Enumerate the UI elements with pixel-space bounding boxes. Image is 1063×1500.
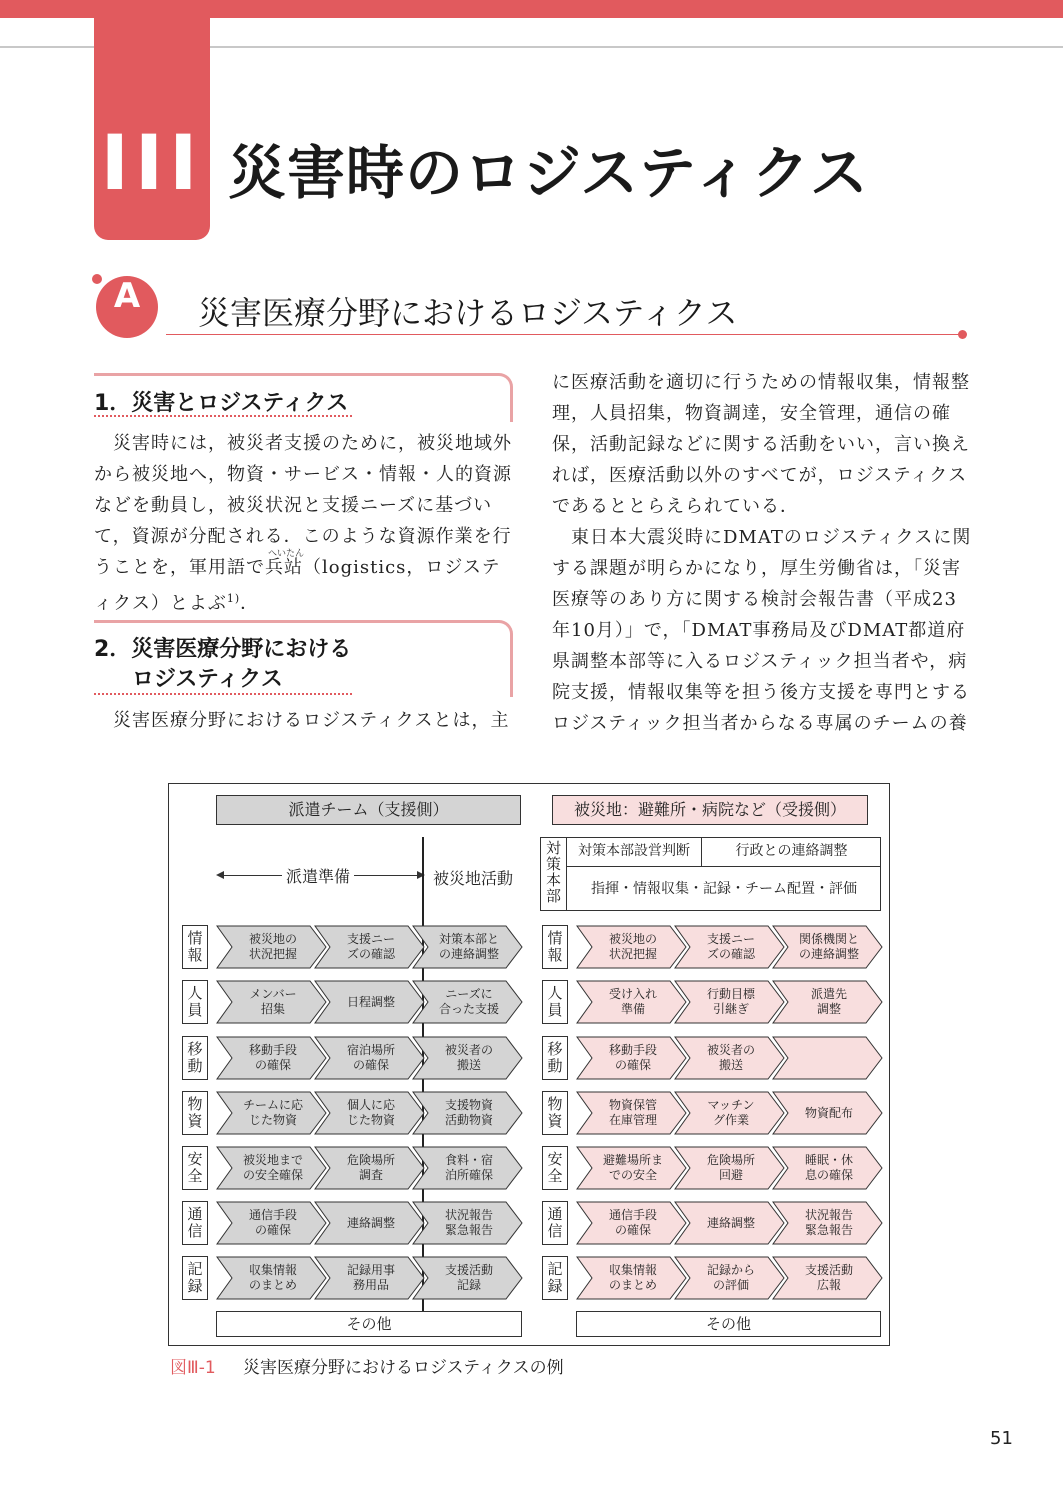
- chevron-left: [314, 925, 426, 969]
- right-column: [552, 367, 972, 739]
- chevron-left: [314, 1201, 426, 1245]
- row-label-text: 人員: [187, 984, 203, 1019]
- row-label-text: 情報: [187, 929, 203, 964]
- chevron-right: [772, 1256, 884, 1300]
- page-number: 51: [990, 1428, 1013, 1449]
- chevron-label: [786, 1036, 872, 1080]
- chevron-label: 被災地の 状況把握: [608, 932, 657, 961]
- row-label-text: 移動: [547, 1040, 563, 1075]
- chevron-label: 収集情報 のまとめ: [608, 1263, 657, 1292]
- left-para1-text: 災害時には，被災者支援のために，被災地域外から被災地へ，物資・サービス・情報・人的資源などを動員し，被災状況と支援ニーズに基づいて，資源が分配される．このような資源作業を行うことを，軍用語で兵站（logistics，ロジスティクス）とよぶ: [94, 433, 512, 614]
- figure-caption-title: 災害医療分野におけるロジスティクスの例: [243, 1358, 564, 1378]
- row-label-text: 記録: [547, 1260, 563, 1295]
- chevron-label: 日程調整: [346, 994, 395, 1009]
- row-label-left: [182, 1146, 208, 1190]
- chevron-right: [576, 1256, 688, 1300]
- section-underline: [166, 334, 962, 335]
- phase-preparation-arrow: [218, 866, 423, 886]
- chevron-right: [772, 1091, 884, 1135]
- chevron-label: 連絡調整: [346, 1215, 395, 1230]
- row-label-text: 情報: [547, 929, 563, 964]
- row-label-text: 通信: [187, 1205, 203, 1240]
- chapter-number: III: [100, 118, 204, 207]
- hq-label-text: 対策本部: [546, 839, 562, 905]
- row-label-left: [182, 1256, 208, 1300]
- chevron-label: 被災地まで の安全確保: [242, 1153, 303, 1182]
- left-column-paragraph-2: [94, 705, 514, 736]
- chevron-label: 移動手段 の確保: [608, 1043, 657, 1072]
- chevron-left: [314, 1036, 426, 1080]
- hq-cell-setup: 対策本部設営判断: [567, 837, 702, 867]
- chevron-left: [216, 1256, 328, 1300]
- row-label-right: [542, 1256, 568, 1300]
- left-column-paragraph-1: [94, 428, 512, 619]
- chapter-title: 災害時のロジスティクス: [228, 139, 869, 207]
- phase-activity-label: 被災地活動: [433, 869, 514, 888]
- section-badge-dot: [92, 274, 102, 284]
- chevron-label: 睡眠・休 息の確保: [804, 1153, 853, 1182]
- right-para2-text: 東日本大震災時にDMATのロジスティクスに関する課題が明らかになり，厚生労働省は，「災害医療等のあり方に関する検討会報告書（平成23年10月）」で，「DMAT事務局及びDMAT都道府県調整本部等に入るロジスティック担当者や，病院支援，情報収集等を担う後方支援を専門とするロジスティック担当者からなる専属のチームの養: [552, 527, 972, 734]
- chevron-right: [772, 1201, 884, 1245]
- row-label-text: 記録: [187, 1260, 203, 1295]
- chevron-label: 対策本部と の連絡調整: [438, 932, 499, 961]
- chevron-left: [412, 1036, 524, 1080]
- phase-preparation-label: 派遣準備: [282, 864, 354, 887]
- chevron-label: 危険場所 調査: [346, 1153, 395, 1182]
- chevron-label: ニーズに 合った支援: [438, 987, 499, 1016]
- chevron-label: 物資保管 在庫管理: [608, 1098, 657, 1127]
- ruby-annotation: へいたん: [268, 549, 305, 559]
- chevron-left: [216, 1146, 328, 1190]
- subsection-2-title-line1: 2．災害医療分野における: [94, 637, 352, 662]
- chevron-label: 状況報告 緊急報告: [444, 1208, 493, 1237]
- chevron-left: [314, 980, 426, 1024]
- chevron-left: [314, 1256, 426, 1300]
- chevron-label: 連絡調整: [706, 1215, 755, 1230]
- chevron-label: 食料・宿 泊所確保: [444, 1153, 493, 1182]
- row-label-right: [542, 1036, 568, 1080]
- figure-caption-number: 図Ⅲ-1: [170, 1358, 216, 1378]
- chevron-label: 派遣先 調整: [810, 987, 847, 1016]
- chevron-right: [674, 1256, 786, 1300]
- section-title: 災害医療分野におけるロジスティクス: [198, 294, 738, 332]
- row-label-left: [182, 1091, 208, 1135]
- subsection-2-title-line2: ロジスティクス: [132, 667, 283, 692]
- hq-cell-admin-liaison: 行政との連絡調整: [702, 837, 881, 867]
- subsection-1-underline: [94, 414, 352, 417]
- chevron-right: [674, 980, 786, 1024]
- chevron-label: 移動手段 の確保: [248, 1043, 297, 1072]
- subsection-2-underline: [94, 692, 352, 695]
- other-left: その他: [216, 1311, 522, 1337]
- header-disaster-area: 被災地：避難所・病院など（受援側）: [552, 795, 868, 825]
- chevron-label: 通信手段 の確保: [608, 1208, 657, 1237]
- row-label-right: [542, 1146, 568, 1190]
- right-para1-text: に医療活動を適切に行うための情報収集，情報整理，人員招集，物資調達，安全管理，通信の確保，活動記録などに関する活動をいい，言い換えれば，医療活動以外のすべてが，ロジスティクスであるととらえられている．: [552, 372, 970, 517]
- row-label-text: 物資: [187, 1095, 203, 1130]
- section-underline-dot: [958, 330, 967, 339]
- chevron-left: [314, 1146, 426, 1190]
- row-label-right: [542, 1201, 568, 1245]
- chevron-label: 記録から の評価: [706, 1263, 755, 1292]
- chevron-label: 支援物資 活動物資: [444, 1098, 493, 1127]
- chevron-left: [216, 1201, 328, 1245]
- chevron-left: [412, 980, 524, 1024]
- chevron-right: [674, 1036, 786, 1080]
- chevron-label: 通信手段 の確保: [248, 1208, 297, 1237]
- chevron-label: 避難場所ま での安全: [602, 1153, 663, 1182]
- chevron-right: [772, 1146, 884, 1190]
- chevron-label: 被災地の 状況把握: [248, 932, 297, 961]
- chevron-right: [576, 980, 688, 1024]
- chevron-label: チームに応 じた物資: [242, 1098, 303, 1127]
- chevron-label: 記録用事 務用品: [346, 1263, 395, 1292]
- section-letter-badge: [96, 276, 158, 338]
- section-letter: A: [113, 276, 141, 316]
- chevron-label: 支援ニー ズの確認: [706, 932, 755, 961]
- row-label-text: 安全: [187, 1150, 203, 1185]
- row-label-text: 安全: [547, 1150, 563, 1185]
- chevron-label: メンバー 招集: [249, 987, 297, 1016]
- chevron-left: [314, 1091, 426, 1135]
- chevron-right: [576, 1036, 688, 1080]
- chevron-left: [412, 1201, 524, 1245]
- header-dispatch-team: 派遣チーム（支援側）: [216, 795, 521, 825]
- chevron-label: 支援活動 広報: [804, 1263, 853, 1292]
- chevron-label: 被災者の 搬送: [444, 1043, 493, 1072]
- chevron-left: [216, 1036, 328, 1080]
- chevron-label: 危険場所 回避: [706, 1153, 755, 1182]
- row-label-right: [542, 980, 568, 1024]
- row-label-left: [182, 980, 208, 1024]
- chevron-right: [576, 1146, 688, 1190]
- chevron-label: マッチン グ作業: [707, 1098, 755, 1127]
- chevron-label: 支援ニー ズの確認: [346, 932, 395, 961]
- chevron-right: [772, 980, 884, 1024]
- chevron-label: 状況報告 緊急報告: [804, 1208, 853, 1237]
- chevron-label: 行動目標 引継ぎ: [706, 987, 755, 1016]
- chevron-left: [216, 980, 328, 1024]
- chevron-right: [772, 925, 884, 969]
- chevron-label: 物資配布: [804, 1105, 853, 1120]
- row-label-text: 物資: [547, 1095, 563, 1130]
- row-label-left: [182, 1036, 208, 1080]
- chevron-right: [772, 1036, 884, 1080]
- row-label-right: [542, 1091, 568, 1135]
- chevron-left: [216, 925, 328, 969]
- left-para1-footnote: 1): [226, 592, 241, 605]
- chevron-left: [412, 1256, 524, 1300]
- left-para2-text: 災害医療分野におけるロジスティクスとは，主: [94, 710, 510, 731]
- chevron-label: 個人に応 じた物資: [346, 1098, 395, 1127]
- row-label-left: [182, 925, 208, 969]
- left-para1-end: ．: [240, 593, 260, 614]
- other-right: その他: [576, 1311, 881, 1337]
- chevron-label: 支援活動 記録: [444, 1263, 493, 1292]
- chevron-right: [674, 1146, 786, 1190]
- hq-cell-command: 指揮・情報収集・記録・チーム配置・評価: [591, 881, 857, 897]
- chevron-left: [412, 925, 524, 969]
- arrow-left-head: [216, 871, 224, 879]
- chevron-left: [216, 1091, 328, 1135]
- chevron-left: [412, 1146, 524, 1190]
- chevron-right: [674, 1091, 786, 1135]
- chevron-right: [576, 925, 688, 969]
- row-label-text: 人員: [547, 984, 563, 1019]
- hq-label: [540, 837, 567, 911]
- chevron-right: [674, 1201, 786, 1245]
- row-label-text: 通信: [547, 1205, 563, 1240]
- chevron-right: [674, 925, 786, 969]
- chevron-label: 被災者の 搬送: [706, 1043, 755, 1072]
- subsection-1-title: 1．災害とロジスティクス: [94, 391, 349, 416]
- chevron-right: [576, 1091, 688, 1135]
- chevron-label: 関係機関と の連絡調整: [798, 932, 859, 961]
- row-label-right: [542, 925, 568, 969]
- chevron-label: 収集情報 のまとめ: [248, 1263, 297, 1292]
- row-label-left: [182, 1201, 208, 1245]
- chevron-label: 受け入れ 準備: [608, 987, 657, 1016]
- row-label-text: 移動: [187, 1040, 203, 1075]
- chevron-label: 宿泊場所 の確保: [346, 1043, 395, 1072]
- chevron-right: [576, 1201, 688, 1245]
- chevron-left: [412, 1091, 524, 1135]
